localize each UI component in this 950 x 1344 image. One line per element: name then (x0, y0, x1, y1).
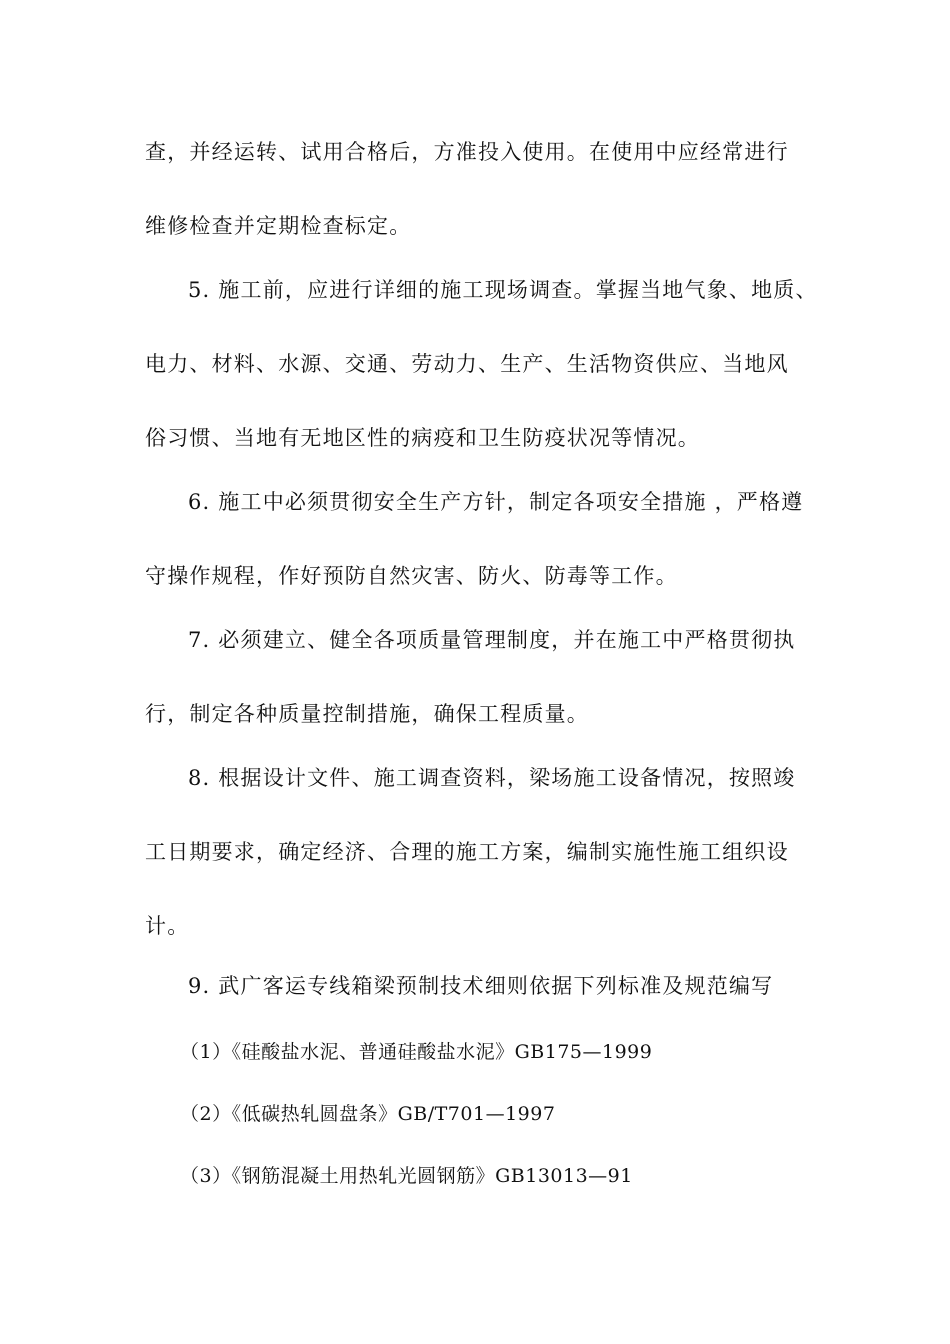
body-text-line: 电力、材料、水源、交通、劳动力、生产、生活物资供应、当地风 (145, 352, 789, 376)
body-text-line: 俗习惯、当地有无地区性的病疫和卫生防疫状况等情况。 (145, 426, 700, 450)
reference-item-2: （2）《低碳热轧圆盘条》GB/T701—1997 (180, 1103, 556, 1125)
body-text-line: 查，并经运转、试用合格后，方准投入使用。在使用中应经常进行 (145, 140, 789, 164)
paragraph-7-start: 7. 必须建立、健全各项质量管理制度，并在施工中严格贯彻执 (188, 628, 796, 652)
body-text-line: 守操作规程，作好预防自然灾害、防火、防毒等工作。 (145, 564, 678, 588)
paragraph-5-start: 5. 施工前，应进行详细的施工现场调查。掌握当地气象、地质、 (188, 278, 818, 302)
paragraph-9-start: 9. 武广客运专线箱梁预制技术细则依据下列标准及规范编写 (188, 974, 774, 998)
body-text-line: 计。 (145, 914, 190, 938)
reference-item-3: （3）《钢筋混凝土用热轧光圆钢筋》GB13013—91 (180, 1165, 633, 1187)
body-text-line: 工日期要求，确定经济、合理的施工方案，编制实施性施工组织设 (145, 840, 789, 864)
reference-item-1: （1）《硅酸盐水泥、普通硅酸盐水泥》GB175—1999 (180, 1041, 653, 1063)
paragraph-8-start: 8. 根据设计文件、施工调查资料，梁场施工设备情况，按照竣 (188, 766, 796, 790)
body-text-line: 维修检查并定期检查标定。 (145, 214, 412, 238)
paragraph-6-start: 6. 施工中必须贯彻安全生产方针，制定各项安全措施 ，严格遵 (188, 490, 804, 514)
body-text-line: 行，制定各种质量控制措施，确保工程质量。 (145, 702, 589, 726)
